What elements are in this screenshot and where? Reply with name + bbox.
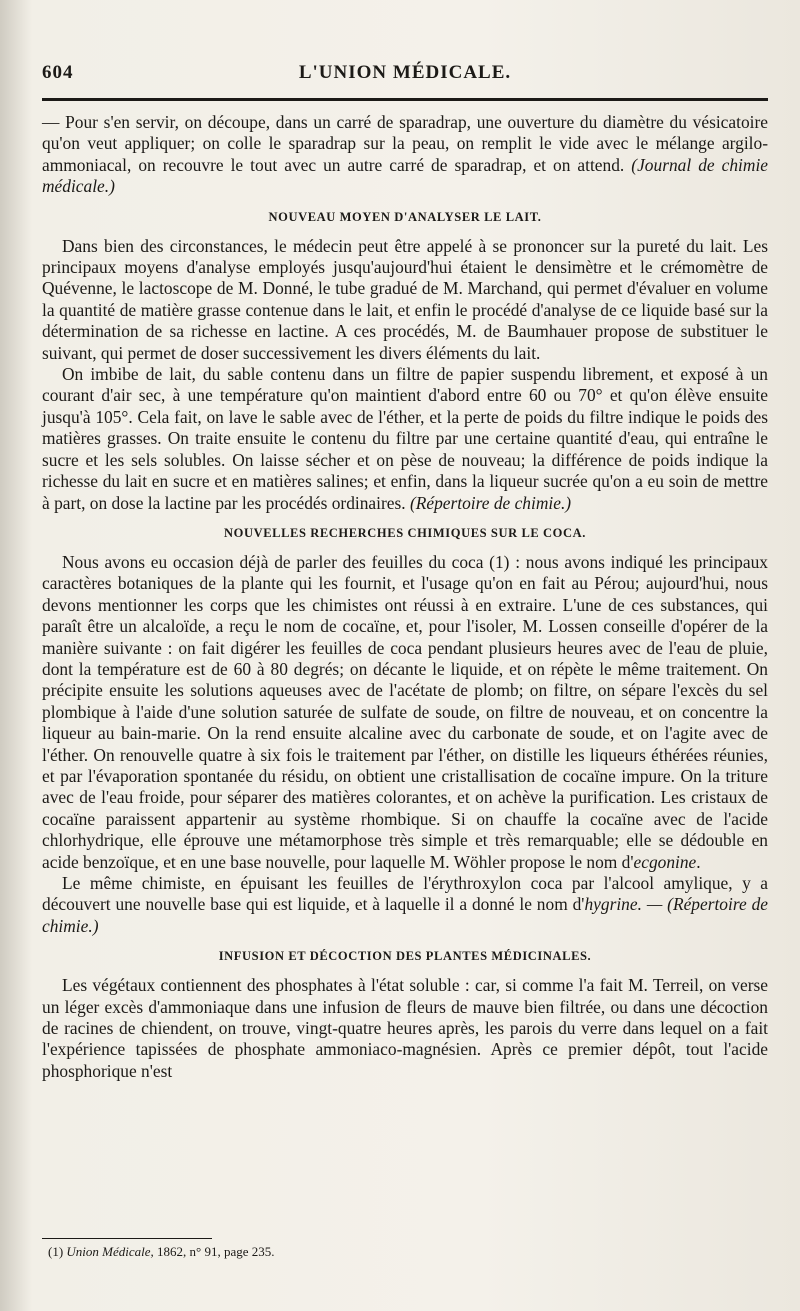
coca-paragraph-2-text: Le même chimiste, en épuisant les feuilles de l'érythroxylon coca par l'alcool amylique, y a découvert une nouvelle base qui est liquide, et à laquelle il a donné le nom d': [42, 873, 768, 915]
coca-paragraph-2: [42, 873, 768, 937]
page-number: 604: [42, 62, 74, 83]
section-heading-infusion: INFUSION ET DÉCOCTION DES PLANTES MÉDICINALES.: [218, 949, 592, 964]
intro-source: (Journal de chimie médicale.): [42, 154, 768, 197]
footnote: [48, 1244, 275, 1260]
coca-paragraph-1-text: Nous avons eu occasion déjà de parler des feuilles du coca (1) : nous avons indiqué les principaux caractères botaniques de la plante qui les fournit, et l'usage qu'on en fait au Pérou; aujourd'hui, nous devons mentionner les corps que les chimistes ont réussi à en extraire. L'une de ces substances, qui paraît être un alcaloïde, a reçu le nom de cocaïne, et, pour l'isoler, M. Lossen conseille d'opérer de la manière suivante : on fait digérer les feuilles de coca pendant plusieurs heures avec de l'eau de pluie, dont la température est de 60 à 80 degrés; on décante le liquide, et on répète le même traitement. On précipite ensuite les solutions aqueuses avec de l'acétate de plomb; on filtre, on sépare l'excès du sel plombique à l'aide d'une solution saturée de sulfate de soude, on filtre de nouveau, et on concentre la liqueur au bain-marie. On la rend ensuite alcaline avec du carbonate de soude, et on l'agite avec de l'éther. On renouvelle quatre à six fois le traitement par l'éther, on distille les liqueurs éthérées réunies, et par l'évaporation spontanée du résidu, on obtient une cristallisation de cocaïne impure. On la triture avec de l'eau froide, pour séparer des matières colorantes, et on achève la purification. Les cristaux de cocaïne paraissent appartenir au système rhombique. Si on chauffe la cocaïne avec de l'acide chlorhydrique, elle éprouve une métamorphose très simple et très remarquable; elle se dédouble en acide benzoïque, et en une base nouvelle, pour laquelle M. Wöhler propose le nom d': [42, 551, 768, 872]
article-body: [42, 112, 768, 1082]
section-heading-lait: NOUVEAU MOYEN D'ANALYSER LE LAIT.: [268, 209, 542, 224]
journal-title: L'UNION MÉDICALE.: [298, 62, 512, 83]
section-heading-coca: NOUVELLES RECHERCHES CHIMIQUES SUR LE COCA.: [224, 525, 586, 540]
intro-text: — Pour s'en servir, on découpe, dans un carré de sparadrap, une ouverture du diamètre du vésicatoire qu'on veut appliquer; on colle le sparadrap sur la peau, on remplit le vide avec le mélange argilo-ammoniacal, on recouvre le tout avec un autre carré de sparadrap, et on attend.: [42, 112, 768, 175]
coca-source: . — (Répertoire de chimie.): [42, 894, 768, 936]
footnote-details: 1862, n° 91, page 235.: [157, 1244, 275, 1259]
coca-paragraph-1: Nous avons eu occasion déjà de parler des feuilles du coca (1) : nous avons indiqué les principaux caractères botaniques de la plante qui les fournit, et l'usage qu'on en fait au Pérou; aujourd'hui, nous devons mentionner les corps que les chimistes ont réussi à en extraire. L'une de ces substances, qui paraît être un alcaloïde, a reçu le nom de cocaïne, et, pour l'isoler, M. Lossen conseille d'opérer de la manière suivante : on fait digérer les feuilles de coca pendant plusieurs heures avec de l'eau de pluie, dont la température est de 60 à 80 degrés; on décante le liquide, et on répète le même traitement. On précipite ensuite les solutions aqueuses avec de l'acétate de plomb; on filtre, on sépare l'excès du sel plombique à l'aide d'une solution saturée de sulfate de soude, on filtre de nouveau, et on concentre la liqueur au bain-marie. On la rend ensuite alcaline avec du carbonate de soude, et on l'agite avec de l'éther. On renouvelle quatre à six fois le traitement par l'éther, on distille les liqueurs éthérées réunies, et par l'évaporation spontanée du résidu, on obtient une cristallisation de cocaïne impure. On la triture avec de l'eau froide, pour séparer des matières colorantes, et on achève la purification. Les cristaux de cocaïne paraissent appartenir au système rhombique. Si on chauffe la cocaïne avec de l'acide chlorhydrique, elle éprouve une métamorphose très simple et très remarquable; elle se dédouble en acide benzoïque, et en une base nouvelle, pour laquelle M. Wöhler propose le nom d'ecgonine.: [42, 551, 768, 872]
infusion-paragraph-1: Les végétaux contiennent des phosphates à l'état soluble : car, si comme l'a fait M. Terreil, on verse un léger excès d'ammoniaque dans une infusion de fleurs de mauve bien filtrée, ou dans une décoction de racines de chiendent, on trouve, vingt-quatre heures après, les parois du verre dans lequel on a fait l'expérience tapissées de phosphate ammoniaco-magnésien. Après ce premier dépôt, tout l'acide phosphorique n'est: [42, 975, 768, 1081]
footnote-marker: (1): [48, 1244, 64, 1259]
hygrine-term: hygrine: [584, 894, 638, 915]
lait-paragraph-2-text: On imbibe de lait, du sable contenu dans un filtre de papier suspendu librement, et exposé à un courant d'air sec, à une température qu'on maintient d'abord entre 60 ou 70° et qu'on élève ensuite jusqu'à 105°. Cela fait, on lave le sable avec de l'éther, et la perte de poids du filtre indique le poids des matières grasses. On traite ensuite le contenu du filtre par une certaine quantité d'eau, qui entraîne le sucre et les sels solubles. On laisse sécher et on pèse de nouveau; la différence de poids indique la richesse du lait en sucre et en matières salines; et enfin, dans la liqueur sucrée qu'on a eu soin de mettre à part, on dose la lactine par les procédés ordinaires.: [42, 364, 768, 513]
header-rule: [42, 98, 768, 101]
lait-paragraph-2: [42, 364, 768, 514]
footnote-source-title: Union Médicale,: [66, 1244, 154, 1259]
running-head: [42, 62, 768, 92]
footnote-rule: [42, 1238, 212, 1239]
lait-paragraph-1: Dans bien des circonstances, le médecin peut être appelé à se prononcer sur la pureté du lait. Les principaux moyens d'analyse employés jusqu'aujourd'hui étaient le densimètre et le crémomètre de Quévenne, le lactoscope de M. Donné, le tube gradué de M. Marchand, qui permet d'évaluer en volume la quantité de matière grasse contenue dans le lait, et enfin le procédé d'analyse de ce liquide basé sur la détermination de sa richesse en lactine. A ces procédés, M. de Baumhauer propose de substituer le suivant, qui permet de doser successivement les divers éléments du lait.: [42, 235, 768, 363]
lait-source: (Répertoire de chimie.): [409, 492, 572, 513]
ecgonine-term: ecgonine: [633, 851, 697, 872]
intro-paragraph: [42, 112, 768, 198]
